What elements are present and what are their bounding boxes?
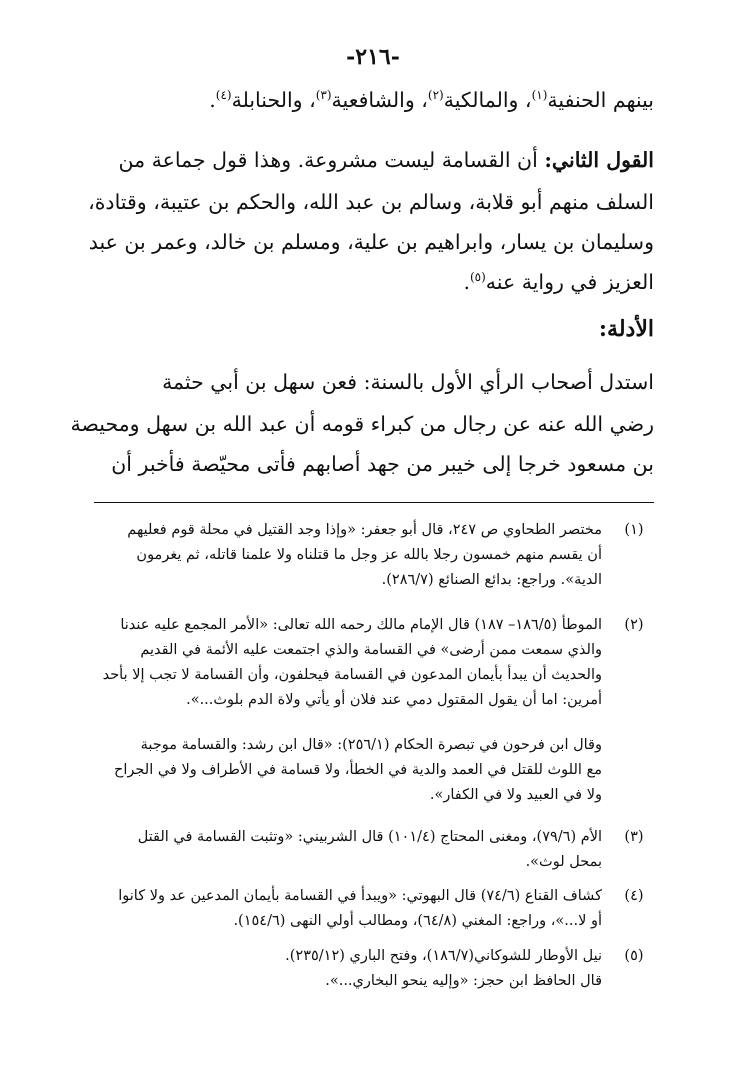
body-text-segment: ، والحنابلة bbox=[231, 88, 316, 112]
body-line-2 bbox=[54, 148, 654, 172]
footnote-line: نيل الأوطار للشوكاني(١٨٦/٧)، وفتح الباري (٢٣٥/١٢). bbox=[285, 948, 602, 964]
page-number: -٢١٦- bbox=[346, 44, 400, 70]
footnote-mark: (١) bbox=[531, 88, 548, 103]
footnote-line: الأم (٧٩/٦)، ومغنى المحتاج (١٠١/٤) قال الشربيني: «وتثبت القسامة في القتل bbox=[137, 829, 602, 845]
section-heading-evidence: الأدلة: bbox=[598, 316, 654, 342]
footnote-2-continued bbox=[46, 733, 654, 808]
body-line-4: وسليمان بن يسار، وابراهيم بن علية، ومسلم بن خالد، وعمر بن عبد bbox=[88, 230, 654, 254]
footnote-line: مع اللوث للقتل في العمد والدية في الخطأ، ولا قسامة في الأطراف ولا في الجراح bbox=[114, 762, 602, 778]
footnote-number: (٢) bbox=[624, 617, 644, 633]
footnote-line: الدية». وراجع: بدائع الصنائع (٢٨٦/٧). bbox=[381, 572, 602, 588]
footnote-number: (٤) bbox=[624, 888, 644, 904]
footnote-mark: (٥) bbox=[469, 270, 486, 285]
body-line-6: استدل أصحاب الرأي الأول بالسنة: فعن سهل بن أبي حثمة bbox=[162, 370, 654, 394]
footnote-number: (٣) bbox=[624, 829, 644, 845]
footnote-5 bbox=[46, 944, 654, 994]
footnote-line: ولا في العبيد ولا في الكفار». bbox=[429, 787, 602, 803]
footnote-3 bbox=[46, 825, 654, 875]
footnote-4 bbox=[46, 884, 654, 934]
body-text-segment: العزيز في رواية عنه bbox=[485, 270, 654, 294]
footnote-line: بمحل لوث». bbox=[525, 854, 602, 870]
second-opinion-label: القول الثاني: bbox=[544, 148, 654, 172]
footnote-line: مختصر الطحاوي ص ٢٤٧، قال أبو جعفر: «وإذا وجد القتيل في محلة قوم فعليهم bbox=[127, 522, 602, 538]
footnote-number: (٥) bbox=[624, 948, 644, 964]
footnote-2 bbox=[46, 613, 654, 713]
body-line-1: بينهم الحنفية$^{(١)}$، والمالكية$^{(٢)}$، والشافعية$^{(٣)}$، والحنابلة$^{(٤)}$. bbox=[209, 88, 654, 112]
body-text-segment: بينهم الحنفية bbox=[547, 88, 654, 112]
body-line-3: السلف منهم أبو قلابة، وسالم بن عبد الله، والحكم بن عتيبة، وقتادة، bbox=[88, 190, 654, 214]
body-line-8: بن مسعود خرجا إلى خيبر من جهد أصابهم فأتى محيّصة فأخبر أن bbox=[111, 452, 654, 476]
body-text-segment: ، والشافعية bbox=[331, 88, 428, 112]
body-line-7: رضي الله عنه عن رجال من كبراء قومه أن عبد الله بن سهل ومحيصة bbox=[70, 412, 654, 436]
footnote-line: أمرين: اما أن يقول المقتول دمي عند فلان أو يأتي ولاة الدم بلوث...». bbox=[186, 692, 602, 708]
footnote-line: الموطأ (١٨٦/٥– ١٨٧) قال الإمام مالك رحمه الله تعالى: «الأمر المجمع عليه عندنا bbox=[120, 617, 602, 633]
footnote-line: كشاف القناع (٧٤/٦) قال البهوتي: «ويبدأ في القسامة بأيمان المدعين عد ولا كانوا bbox=[118, 888, 602, 904]
body-text-segment: ، والمالكية bbox=[443, 88, 532, 112]
footnote-separator bbox=[94, 502, 654, 503]
body-line-5: العزيز في رواية عنه$^{(٥)}$. bbox=[463, 270, 654, 294]
footnote-line: والحديث أن يبدأ بأيمان المدعون في القسامة فيحلفون، وأن القسامة لا تجب إلا بأحد bbox=[102, 667, 602, 683]
footnote-number: (١) bbox=[624, 522, 644, 538]
footnote-1 bbox=[46, 518, 654, 593]
footnote-mark: (٤) bbox=[215, 88, 232, 103]
footnote-line: أن يقسم منهم خمسون رجلا بالله عز وجل ما قتلناه ولا علمنا قاتله، ثم يغرمون bbox=[136, 547, 602, 563]
footnote-mark: (٣) bbox=[315, 88, 332, 103]
body-text-segment: أن القسامة ليست مشروعة. وهذا قول جماعة من bbox=[118, 148, 538, 172]
footnote-line: أو لا...»، وراجع: المغني (٦٤/٨)، ومطالب أولي النهى (١٥٤/٦). bbox=[233, 913, 602, 929]
footnote-line: وقال ابن فرحون في تبصرة الحكام (٢٥٦/١): «قال ابن رشد: والقسامة موجبة bbox=[140, 737, 602, 753]
footnote-line: والذي سمعت ممن أرضى» في القسامة والذي اجتمعت عليه الأئمة في القديم bbox=[140, 642, 602, 658]
footnote-line: قال الحافظ ابن حجز: «وإليه ينحو البخاري...». bbox=[325, 973, 602, 989]
footnote-mark: (٢) bbox=[427, 88, 444, 103]
